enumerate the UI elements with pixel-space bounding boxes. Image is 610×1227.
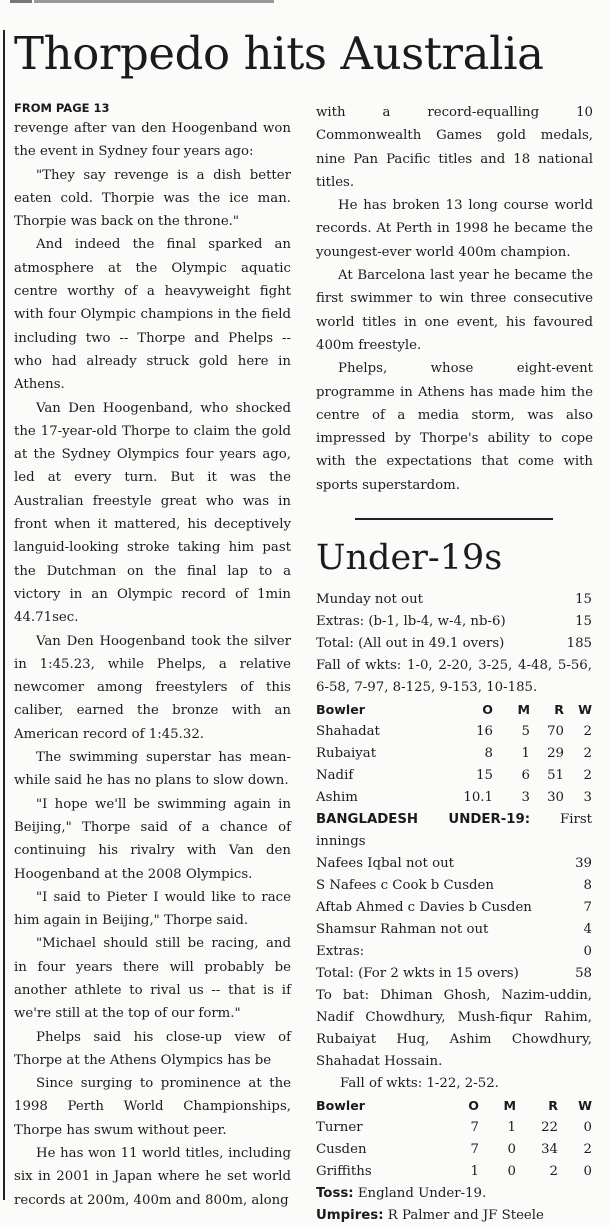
- batting-value: 0: [583, 944, 592, 959]
- page-top-line: [34, 0, 274, 3]
- col2-paragraph-4: Phelps, whose eight-event programme in Athens has made him the centre of a media storm, was also impressed by Thorpe's ability to cope with the expectations that come with sports superstardom.: [316, 361, 593, 493]
- col1-paragraph-9: "Michael should still be racing, and in four years there will probably be another athlete to rival us -- that is if we're still at the top of our form.": [14, 936, 291, 1022]
- bowling-row: [316, 721, 592, 743]
- batting-entry: Aftab Ahmed c Davies b Cusden: [316, 900, 532, 915]
- bowler-wickets: 2: [583, 768, 592, 783]
- article-column-2: [316, 101, 593, 497]
- bowler-overs: 7: [470, 1142, 479, 1157]
- bowler-name: Ashim: [316, 790, 358, 805]
- batting-entry: Shamsur Rahman not out: [316, 922, 489, 937]
- overs-col-head: O: [482, 702, 493, 717]
- col1-paragraph-8: "I said to Pieter I would like to race him again in Beijing," Thorpe said.: [14, 889, 291, 929]
- from-page-label: FROM PAGE 13: [14, 101, 110, 115]
- bowling-row: [316, 743, 592, 765]
- batting-entry: Total: (For 2 wkts in 15 overs): [316, 966, 519, 981]
- batting-value: 7: [583, 900, 592, 915]
- bowler-col-head: Bowler: [316, 1098, 365, 1113]
- batting-row: [316, 853, 592, 875]
- bowling-row: [316, 787, 592, 809]
- bowler-name: Nadif: [316, 768, 354, 783]
- bowler-wickets: 0: [583, 1164, 592, 1179]
- bowler-maidens: 3: [521, 790, 530, 805]
- bowler-overs: 1: [470, 1164, 479, 1179]
- bowler-maidens: 0: [507, 1142, 516, 1157]
- bowler-overs: 16: [476, 724, 493, 739]
- wickets-col-head: W: [578, 702, 592, 717]
- runs-col-head: R: [554, 702, 564, 717]
- bowler-wickets: 2: [583, 1142, 592, 1157]
- col2-paragraph-2: He has broken 13 long course world records. At Perth in 1998 he became the youngest-ever world 400m champion.: [316, 198, 593, 260]
- toss-value: England Under-19.: [353, 1186, 487, 1201]
- batting-row: [316, 963, 592, 985]
- innings-heading: [316, 809, 592, 853]
- batting-row: [316, 897, 592, 919]
- headline: Thorpedo hits Australia: [14, 27, 544, 80]
- bowler-wickets: 0: [583, 1120, 592, 1135]
- innings-team: BANGLADESH UNDER-19:: [316, 812, 531, 827]
- bowler-runs: 51: [547, 768, 564, 783]
- col1-paragraph-1: revenge after van den Hoogenband won the event in Sydney four years ago:: [14, 121, 291, 160]
- batting-row: [316, 633, 592, 655]
- under19-title: Under-19s: [316, 538, 503, 578]
- batting-value: 4: [583, 922, 592, 937]
- bowling-header-1: [316, 699, 592, 721]
- scorecard: [316, 589, 592, 1227]
- innings-label: First innings: [316, 812, 593, 849]
- bowler-maidens: 6: [521, 768, 530, 783]
- batting-value: 15: [575, 614, 592, 629]
- bowler-overs: 15: [476, 768, 493, 783]
- batting-entry: Munday not out: [316, 592, 423, 607]
- bowler-maidens: 1: [507, 1120, 516, 1135]
- to-bat-list: To bat: Dhiman Ghosh, Nazim-uddin, Nadif Chowdhury, Mush-fiqur Rahim, Rubaiyat Huq, Ashim Chowdhury, Shahadat Hossain.: [316, 988, 592, 1069]
- bowler-runs: 22: [541, 1120, 558, 1135]
- runs-col-head: R: [548, 1098, 558, 1113]
- bowling-row: [316, 765, 592, 787]
- bowler-col-head: Bowler: [316, 702, 365, 717]
- batting-row: [316, 919, 592, 941]
- page-top-tick: [10, 0, 32, 3]
- batting-value: 15: [575, 592, 592, 607]
- batting-row: [316, 589, 592, 611]
- col1-paragraph-2: "They say revenge is a dish better eaten cold. Thorpie was the ice man. Thorpie was back on the throne.": [14, 167, 291, 230]
- page-top-strip: [0, 0, 610, 8]
- toss-label: Toss:: [316, 1186, 354, 1201]
- maidens-col-head: M: [517, 702, 530, 717]
- col1-paragraph-6: The swimming superstar has mean-while said he has no plans to slow down.: [14, 750, 291, 789]
- batting-entry: Total: (All out in 49.1 overs): [316, 636, 505, 651]
- bowling-row: [316, 1117, 592, 1139]
- article-column-1: [14, 99, 291, 1212]
- col1-paragraph-11: Since surging to prominence at the 1998 Perth World Championships, Thorpe has swum without peer.: [14, 1076, 291, 1138]
- col2-paragraph-1: with a record-equalling 10 Commonwealth Games gold medals, nine Pan Pacific titles and 18 national titles.: [316, 105, 593, 190]
- col1-paragraph-4: Van Den Hoogenband, who shocked the 17-year-old Thorpe to claim the gold at the Sydney Olympics four years ago, led at every turn. But it was the Australian freestyle great who was in front when it mattered, his deceptively languid-looking stroke taking him past the Dutchman on the final lap to a victory in an Olympic record of 1min 44.71sec.: [14, 400, 291, 626]
- col1-paragraph-12: He has won 11 world titles, including six in 2001 in Japan where he set world records at 200m, 400m and 800m, along: [14, 1146, 291, 1208]
- bowler-wickets: 2: [583, 746, 592, 761]
- bowler-name: Turner: [316, 1120, 363, 1135]
- batting-entry: S Nafees c Cook b Cusden: [316, 878, 494, 893]
- batting-entry: Extras:: [316, 944, 365, 959]
- wickets-col-head: W: [578, 1098, 592, 1113]
- left-border-rule: [3, 30, 5, 1200]
- maidens-col-head: M: [503, 1098, 516, 1113]
- bowler-runs: 2: [549, 1164, 558, 1179]
- umpires-value: R Palmer and JF Steele: [383, 1208, 544, 1223]
- fall-of-wickets-1: Fall of wkts: 1-0, 2-20, 3-25, 4-48, 5-56, 6-58, 7-97, 8-125, 9-153, 10-185.: [316, 658, 592, 695]
- col2-paragraph-3: At Barcelona last year he became the first swimmer to win three consecutive world titles in one event, his favoured 400m freestyle.: [316, 268, 593, 353]
- bowler-runs: 70: [547, 724, 564, 739]
- batting-row: [316, 875, 592, 897]
- bowler-runs: 30: [547, 790, 564, 805]
- bowler-name: Rubaiyat: [316, 746, 377, 761]
- section-divider: [355, 518, 553, 520]
- bowler-overs: 7: [470, 1120, 479, 1135]
- bowler-overs: 8: [484, 746, 493, 761]
- batting-row: [316, 941, 592, 963]
- bowler-wickets: 3: [583, 790, 592, 805]
- bowler-maidens: 1: [521, 746, 530, 761]
- col1-paragraph-5: Van Den Hoogenband took the silver in 1:45.23, while Phelps, a relative newcomer among freestylers of this caliber, earned the bronze with an American record of 1:45.32.: [14, 633, 291, 742]
- batting-row: [316, 611, 592, 633]
- bowler-wickets: 2: [583, 724, 592, 739]
- bowler-name: Shahadat: [316, 724, 380, 739]
- bowler-name: Cusden: [316, 1142, 367, 1157]
- bowling-header-2: [316, 1095, 592, 1117]
- batting-entry: Extras: (b-1, lb-4, w-4, nb-6): [316, 614, 506, 629]
- batting-value: 185: [566, 636, 592, 651]
- fall-of-wickets-2: Fall of wkts: 1-22, 2-52.: [340, 1076, 499, 1091]
- bowler-maidens: 0: [507, 1164, 516, 1179]
- batting-entry: Nafees Iqbal not out: [316, 856, 455, 871]
- umpires-line: [316, 1205, 592, 1227]
- bowling-row: [316, 1161, 592, 1183]
- umpires-label: Umpires:: [316, 1208, 384, 1223]
- batting-value: 58: [575, 966, 592, 981]
- bowler-overs: 10.1: [463, 790, 493, 805]
- batting-value: 39: [575, 856, 592, 871]
- col1-paragraph-7: "I hope we'll be swimming again in Beijing," Thorpe said of a chance of continuing his rivalry with Van den Hoogenband at the 2008 Olympics.: [14, 796, 291, 882]
- batting-value: 8: [583, 878, 592, 893]
- bowler-runs: 29: [547, 746, 564, 761]
- toss-line: [316, 1183, 592, 1205]
- col1-paragraph-3: And indeed the final sparked an atmosphere at the Olympic aquatic centre worthy of a heavyweight fight with four Olympic champions in the field including two -- Thorpe and Phelps -- who had already struck gold here in Athens.: [14, 237, 291, 393]
- bowler-runs: 34: [541, 1142, 558, 1157]
- bowler-name: Griffiths: [316, 1164, 372, 1179]
- bowler-maidens: 5: [521, 724, 530, 739]
- bowling-row: [316, 1139, 592, 1161]
- overs-col-head: O: [468, 1098, 479, 1113]
- col1-paragraph-10: Phelps said his close-up view of Thorpe at the Athens Olympics has be: [14, 1029, 291, 1068]
